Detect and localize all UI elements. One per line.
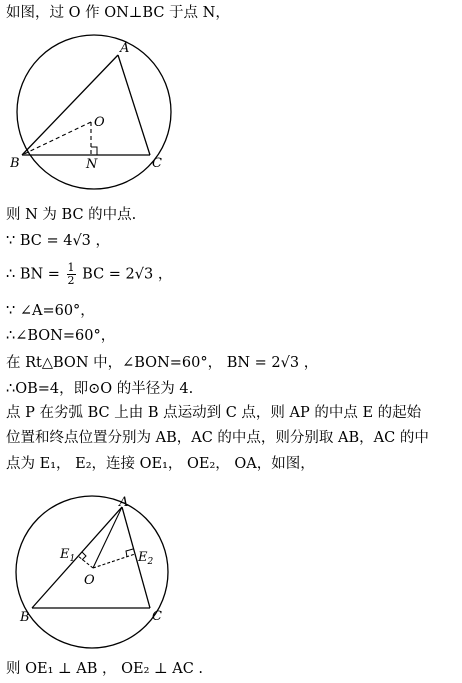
text-line-9: 点 P 在劣弧 BC 上由 B 点运动到 C 点，则 AP 的中点 E 的起始	[6, 405, 422, 421]
text-line-10: 位置和终点位置分别为 AB，AC 的中点，则分别取 AB，AC 的中	[6, 430, 429, 446]
label-e1: $E_1$	[60, 547, 76, 564]
label-b: B	[20, 610, 30, 625]
right-angle-mark-e2	[126, 549, 133, 557]
text-line-6: ∴∠BON=60°，	[6, 328, 116, 344]
segment-ac	[118, 55, 150, 155]
text-line-7: 在 Rt△BON 中，∠BON=60°， BN = 2√3 ，	[6, 355, 319, 371]
label-a: A	[120, 41, 130, 56]
text-line-1: 如图，过 O 作 ON⊥BC 于点 N，	[6, 5, 230, 21]
fraction-numerator: 1	[67, 261, 75, 274]
label-n: N	[86, 157, 98, 172]
figure-1-circle-triangle	[10, 34, 180, 194]
label-o: O	[94, 115, 105, 130]
segment-oe2-dashed	[93, 554, 135, 568]
label-e2: $E_2$	[138, 550, 154, 567]
bn-prefix: ∴ BN =	[6, 266, 60, 283]
right-angle-mark-e1	[82, 552, 86, 560]
fraction-half	[67, 262, 76, 287]
text-line-12: 则 OE₁ ⊥ AB ， OE₂ ⊥ AC .	[6, 661, 204, 677]
segment-ob-dashed	[22, 122, 91, 155]
circle-o	[16, 496, 168, 648]
text-line-11: 点为 E₁， E₂，连接 OE₁， OE₂， OA，如图，	[6, 456, 315, 472]
label-c: C	[152, 156, 162, 171]
text-line-5: ∵ ∠A=60°，	[6, 303, 95, 319]
text-line-8: ∴OB=4，即⊙O 的半径为 4.	[6, 381, 194, 397]
label-o: O	[84, 573, 95, 588]
text-line-3: ∵ BC = 4√3 ，	[6, 233, 111, 249]
segment-oe1-dashed	[78, 556, 93, 568]
text-line-4	[6, 262, 172, 287]
label-a: A	[119, 495, 129, 510]
label-c: C	[152, 609, 162, 624]
segment-ab	[22, 55, 118, 155]
bn-suffix: BC = 2√3 ，	[82, 266, 173, 283]
segment-ab	[32, 507, 122, 608]
figure-2-circle-triangle-midpoints	[10, 495, 180, 650]
label-b: B	[10, 156, 20, 171]
text-line-2: 则 N 为 BC 的中点.	[6, 207, 137, 223]
segment-oa	[93, 507, 122, 568]
fraction-denominator: 2	[67, 274, 75, 287]
right-angle-mark	[91, 147, 97, 155]
